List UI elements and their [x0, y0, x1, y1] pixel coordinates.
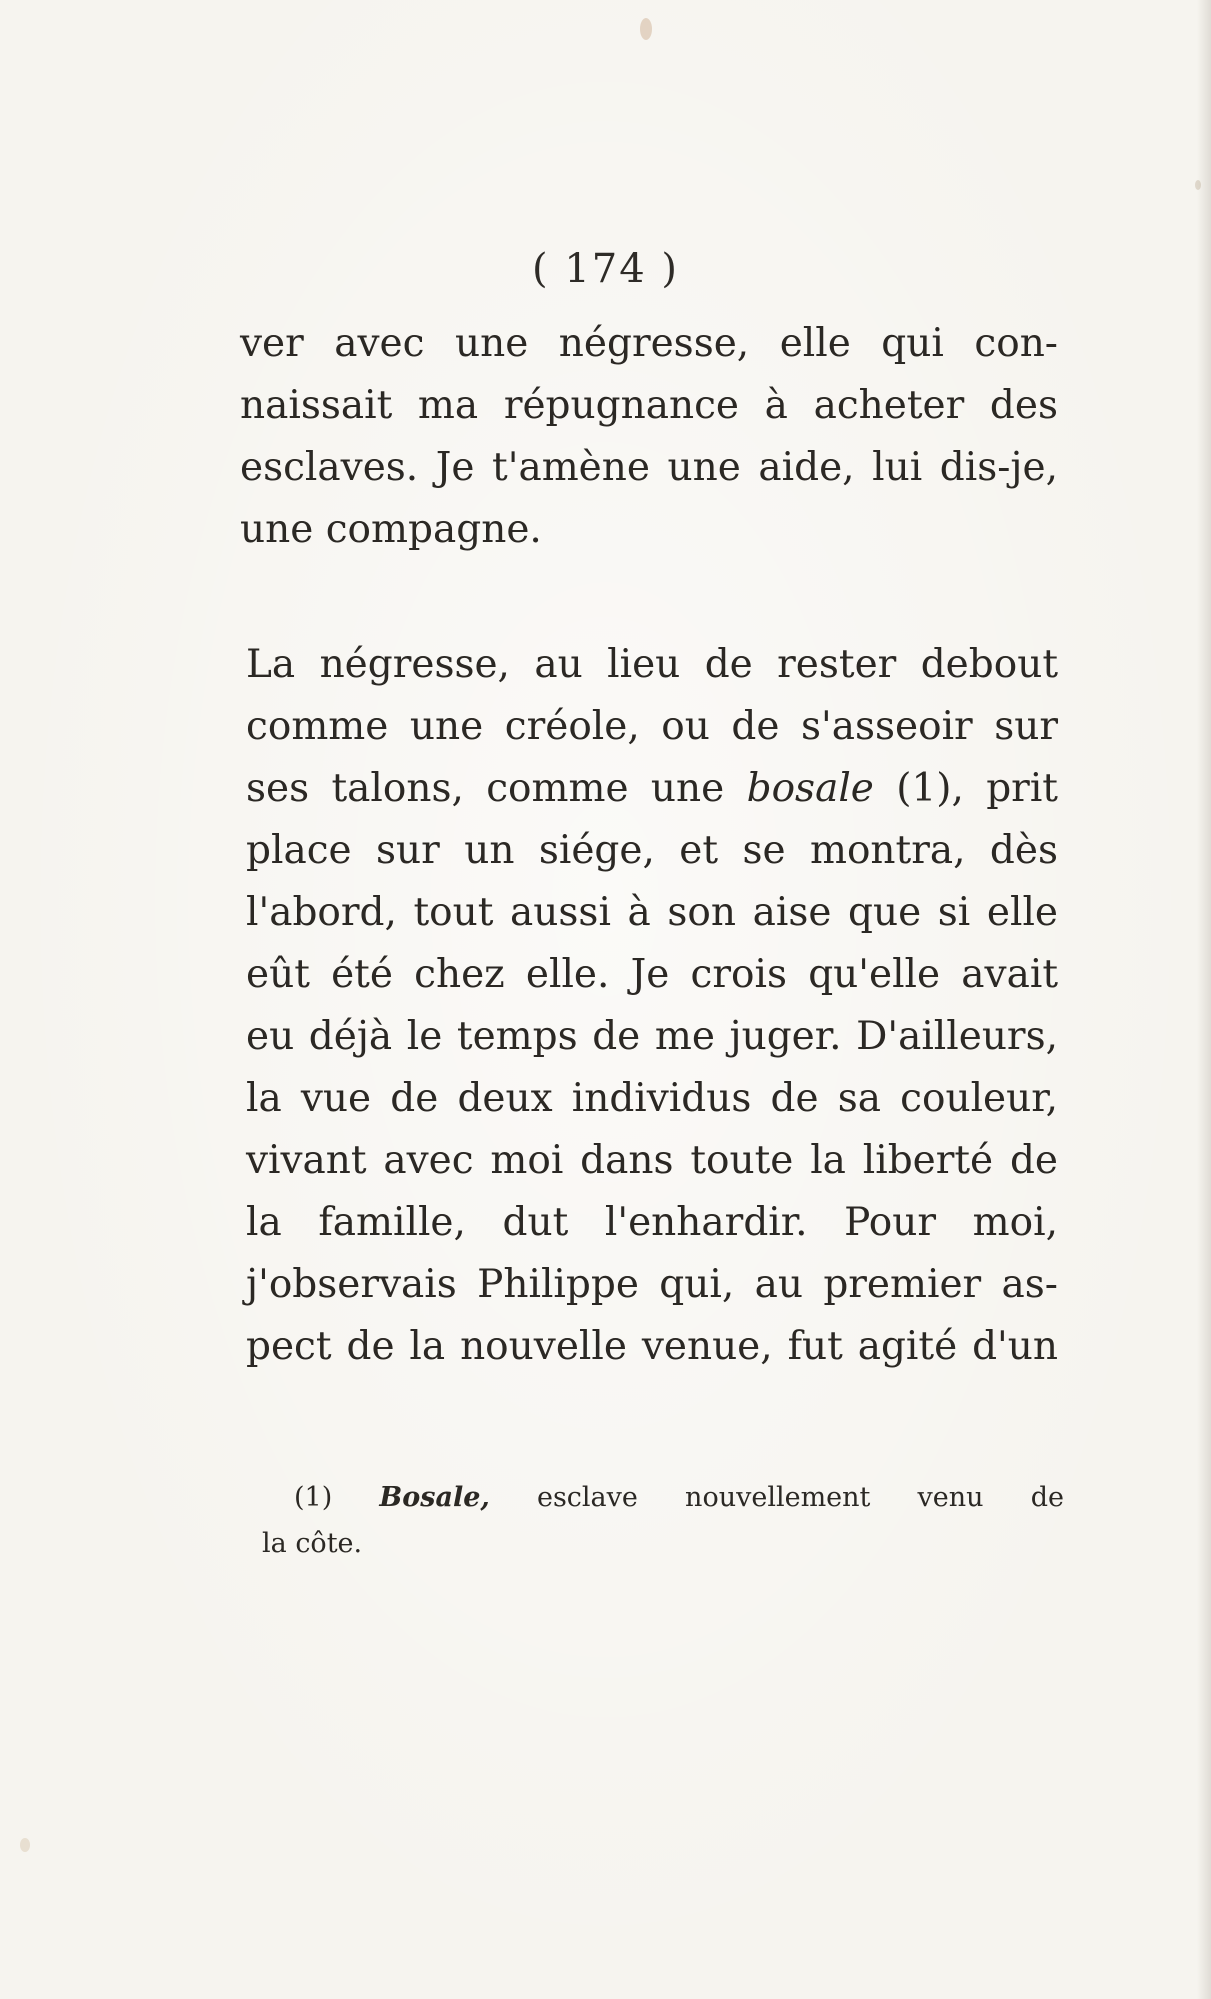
text-line: la famille, dut l'enhardir. Pour moi,: [246, 1200, 1058, 1245]
text-line: naissait ma répugnance à acheter des: [240, 383, 1058, 428]
text-line: eu déjà le temps de me juger. D'ailleurs,: [246, 1014, 1058, 1059]
text-line: pect de la nouvelle venue, fut agité d'un: [246, 1324, 1058, 1369]
paper-stain: [1195, 180, 1201, 190]
text-line: l'abord, tout aussi à son aise que si elle: [246, 890, 1058, 935]
footnote-line: la côte.: [262, 1528, 363, 1559]
text-line: j'observais Philippe qui, au premier as-: [246, 1262, 1058, 1307]
paper-stain: [20, 1838, 30, 1852]
text-line: esclaves. Je t'amène une aide, lui dis-je,: [240, 445, 1058, 490]
footnote-term: Bosale,: [379, 1482, 490, 1513]
text-line: la vue de deux individus de sa couleur,: [246, 1076, 1058, 1121]
text-line: ver avec une négresse, elle qui con-: [240, 321, 1058, 366]
footnote-text: esclave nouvellement venu de: [536, 1482, 1064, 1513]
text-line: La négresse, au lieu de rester debout: [246, 642, 1058, 687]
text-line: vivant avec moi dans toute la liberté de: [246, 1138, 1058, 1183]
text-line-with-italic: ses talons, comme une bosale (1), prit: [246, 766, 1058, 811]
italic-term: bosale: [746, 766, 874, 811]
text-line: comme une créole, ou de s'asseoir sur: [246, 704, 1058, 749]
footnote: [262, 1475, 1064, 1567]
paragraph-1: [240, 313, 1058, 561]
footnote-line: [294, 1475, 1064, 1521]
footnote-marker: (1): [294, 1482, 333, 1513]
paragraph-2: [246, 634, 1058, 1378]
paper-stain: [640, 18, 652, 40]
text-line: eût été chez elle. Je crois qu'elle avait: [246, 952, 1058, 997]
text-line: place sur un siége, et se montra, dès: [246, 828, 1058, 873]
page-number: ( 174 ): [532, 246, 679, 292]
text-line: une compagne.: [240, 507, 542, 552]
page-edge-shadow: [1197, 0, 1211, 1999]
